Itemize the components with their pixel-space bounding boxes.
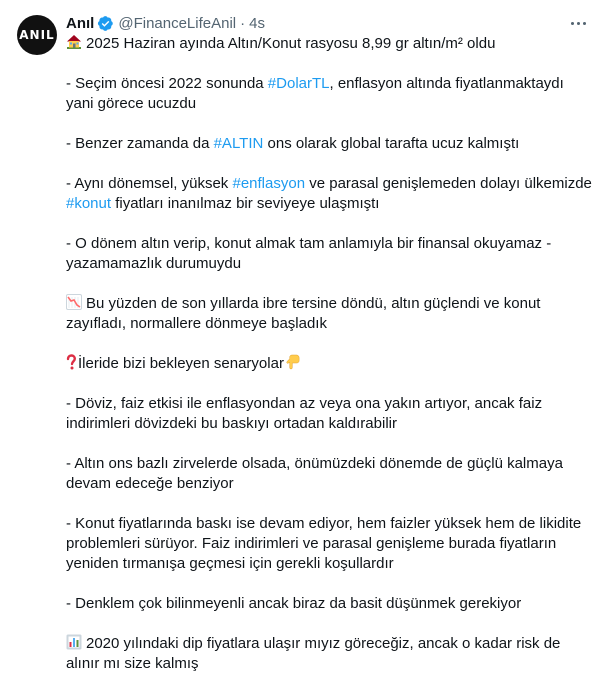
verified-badge-icon xyxy=(97,15,114,32)
house-icon xyxy=(66,34,82,50)
paragraph-11: - Denklem çok bilinmeyenli ancak biraz da basit düşünmek gerekiyor xyxy=(66,595,522,612)
p3-text-a: - Aynı dönemsel, yüksek xyxy=(66,175,233,192)
tweet-text xyxy=(66,34,592,674)
p1-text-a: - Seçim öncesi 2022 sonunda xyxy=(66,75,268,92)
paragraph-5: - O dönem altın verip, konut almak tam anlamıyla bir finansal okuyamaz - yazamamazlık durumuydu xyxy=(66,235,552,272)
avatar[interactable] xyxy=(17,15,57,55)
p2-text-a: - Benzer zamanda da xyxy=(66,135,214,152)
author-handle[interactable]: @FinanceLifeAnil xyxy=(118,14,237,32)
red-question-mark-icon xyxy=(66,354,76,370)
p1-text-b: , enflasyon altında fiyatlanmaktaydı yani görece ucuzdu xyxy=(66,75,564,112)
p5-text: Bu yüzden de son yıllarda ibre tersine döndü, altın güçlendi ve konut zayıfladı, normallere dönmeye başladık xyxy=(66,295,541,332)
avatar-text: ANIL xyxy=(19,28,55,42)
paragraph-4 xyxy=(66,174,592,214)
paragraph-7 xyxy=(66,354,592,374)
hashtag-altin[interactable]: #ALTIN xyxy=(213,135,264,152)
paragraph-9: - Altın ons bazlı zirvelerde olsada, önümüzdeki dönemde de güçlü kalmaya devam edeceğe benziyor xyxy=(66,455,563,492)
separator-dot: · xyxy=(240,14,246,32)
p2-text-b: ons olarak global tarafta ucuz kalmıştı xyxy=(263,135,520,152)
p6-text: İleride bizi bekleyen senaryolar xyxy=(78,355,284,372)
timestamp[interactable]: 4s xyxy=(249,14,265,32)
author-name[interactable]: Anıl xyxy=(66,14,95,32)
hashtag-enflasyon[interactable]: #enflasyon xyxy=(232,175,306,192)
paragraph-2 xyxy=(66,74,592,114)
paragraph-12 xyxy=(66,634,592,674)
chart-decreasing-icon xyxy=(66,294,82,310)
bar-chart-icon xyxy=(66,634,82,650)
backhand-index-pointing-down-icon xyxy=(285,354,301,370)
p11-text: 2020 yılındaki dip fiyatlara ulaşır mıyız göreceğiz, ancak o kadar risk de alınır mı size kalmış xyxy=(66,635,561,672)
line-1-text: 2025 Haziran ayında Altın/Konut rasyosu 8,99 gr altın/m² oldu xyxy=(86,35,496,52)
more-options-icon[interactable] xyxy=(566,12,590,34)
tweet-header xyxy=(66,12,590,34)
paragraph-3 xyxy=(66,134,592,154)
p3-text-b: ve parasal genişlemeden dolayı ülkemizde xyxy=(305,175,592,192)
hashtag-konut[interactable]: #konut xyxy=(66,195,112,212)
p3-text-c: fiyatları inanılmaz bir seviyeye ulaşmıştı xyxy=(111,195,380,212)
paragraph-8: - Döviz, faiz etkisi ile enflasyondan az veya ona yakın artıyor, ancak faiz indirimleri dövizdeki bu baskıyı ortadan kaldırabilir xyxy=(66,395,543,432)
paragraph-6 xyxy=(66,294,592,334)
hashtag-dolartl[interactable]: #DolarTL xyxy=(267,75,330,92)
paragraph-10: - Konut fiyatlarında baskı ise devam ediyor, hem faizler yüksek hem de likidite problemleri sürüyor. Faiz indirimleri ve parasal genişleme burada fiyatların yeniden tırmanışa geçmesi için gerekli koşullardır xyxy=(66,515,582,572)
paragraph-1 xyxy=(66,34,592,54)
